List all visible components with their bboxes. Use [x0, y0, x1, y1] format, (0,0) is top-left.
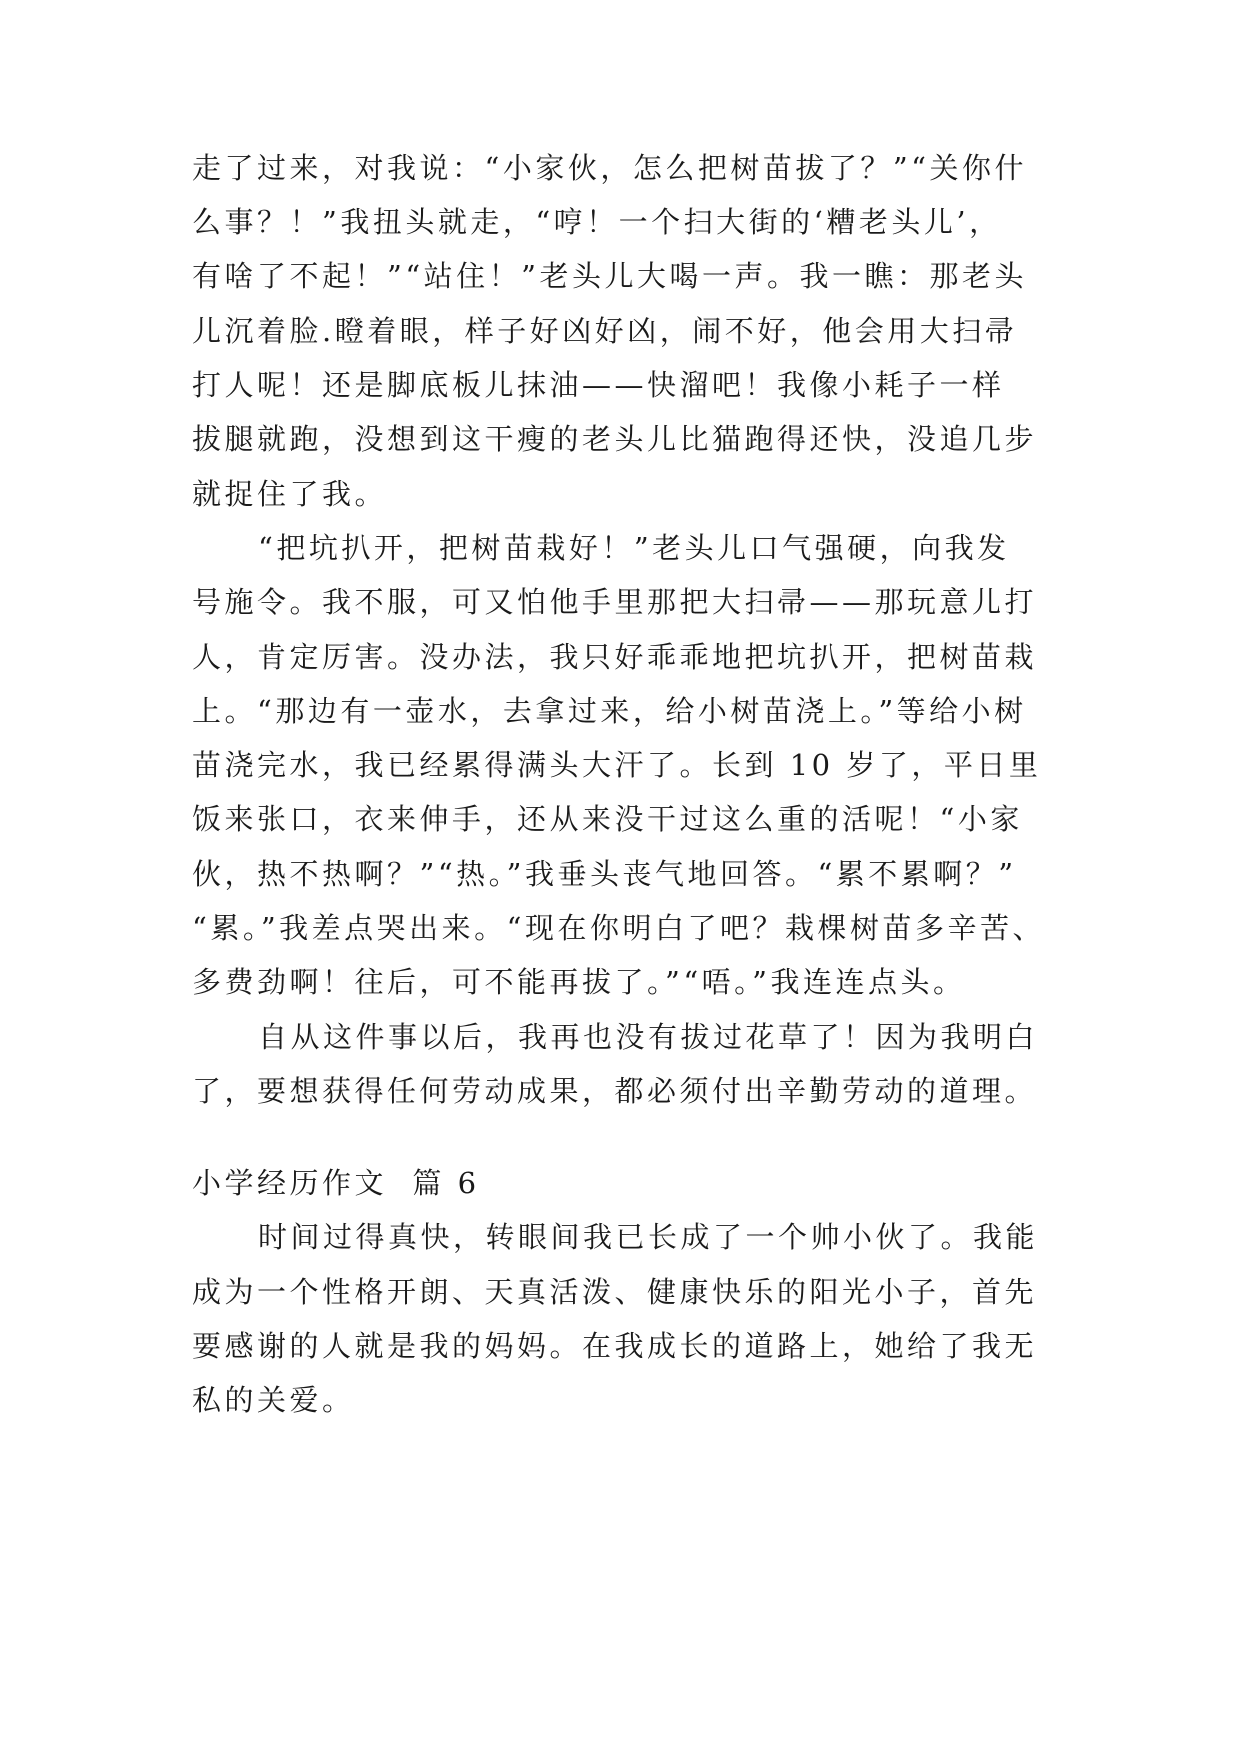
paragraph-line: 走了过来，对我说：“小家伙，怎么把树苗拔了？”“关你什	[192, 151, 1027, 185]
paragraph-line: 拔腿就跑，没想到这干瘦的老头儿比猫跑得还快，没追几步	[192, 422, 1038, 456]
paragraph-line: 成为一个性格开朗、天真活泼、健康快乐的阳光小子，首先	[192, 1275, 1038, 1309]
paragraph-line: 了，要想获得任何劳动成果，都必须付出辛勤劳动的道理。	[192, 1074, 1038, 1108]
paragraph-line: 么事？！”我扭头就走，“哼！一个扫大街的‘糟老头儿’，	[192, 205, 1002, 239]
paragraph-line: 要感谢的人就是我的妈妈。在我成长的道路上，她给了我无	[192, 1329, 1038, 1363]
paragraph-line: 号施令。我不服，可又怕他手里那把大扫帚——那玩意儿打	[192, 585, 1038, 619]
paragraph-line: 儿沉着脸.瞪着眼，样子好凶好凶，闹不好，他会用大扫帚	[192, 314, 1018, 348]
paragraph-line: 打人呢！还是脚底板儿抹油——快溜吧！我像小耗子一样	[192, 368, 1005, 402]
paragraph-line: 伙，热不热啊？”“热。”我垂头丧气地回答。“累不累啊？”	[192, 857, 1017, 891]
paragraph-line: 多费劲啊！往后，可不能再拔了。”“唔。”我连连点头。	[192, 965, 966, 999]
paragraph-line: 私的关爱。	[192, 1383, 355, 1417]
paragraph-line: 自从这件事以后，我再也没有拔过花草了！因为我明白	[258, 1020, 1039, 1054]
section-heading: 小学经历作文 篇 6	[192, 1166, 480, 1200]
paragraph-line: “累。”我差点哭出来。“现在你明白了吧？栽棵树苗多辛苦、	[192, 911, 1045, 945]
paragraph-line: “把坑扒开，把树苗栽好！”老头儿口气强硬，向我发	[258, 531, 1010, 565]
paragraph-line: 人，肯定厉害。没办法，我只好乖乖地把坑扒开，把树苗栽	[192, 640, 1038, 674]
paragraph-line: 时间过得真快，转眼间我已长成了一个帅小伙了。我能	[258, 1220, 1039, 1254]
paragraph-line: 有啥了不起！”“站住！”老头儿大喝一声。我一瞧：那老头	[192, 259, 1027, 293]
paragraph-line: 就捉住了我。	[192, 477, 388, 511]
paragraph-line: 饭来张口，衣来伸手，还从来没干过这么重的活呢！“小家	[192, 802, 1023, 836]
paragraph-line: 上。“那边有一壶水，去拿过来，给小树苗浇上。”等给小树	[192, 694, 1027, 728]
paragraph-line: 苗浇完水，我已经累得满头大汗了。长到 10 岁了，平日里	[192, 748, 1042, 782]
